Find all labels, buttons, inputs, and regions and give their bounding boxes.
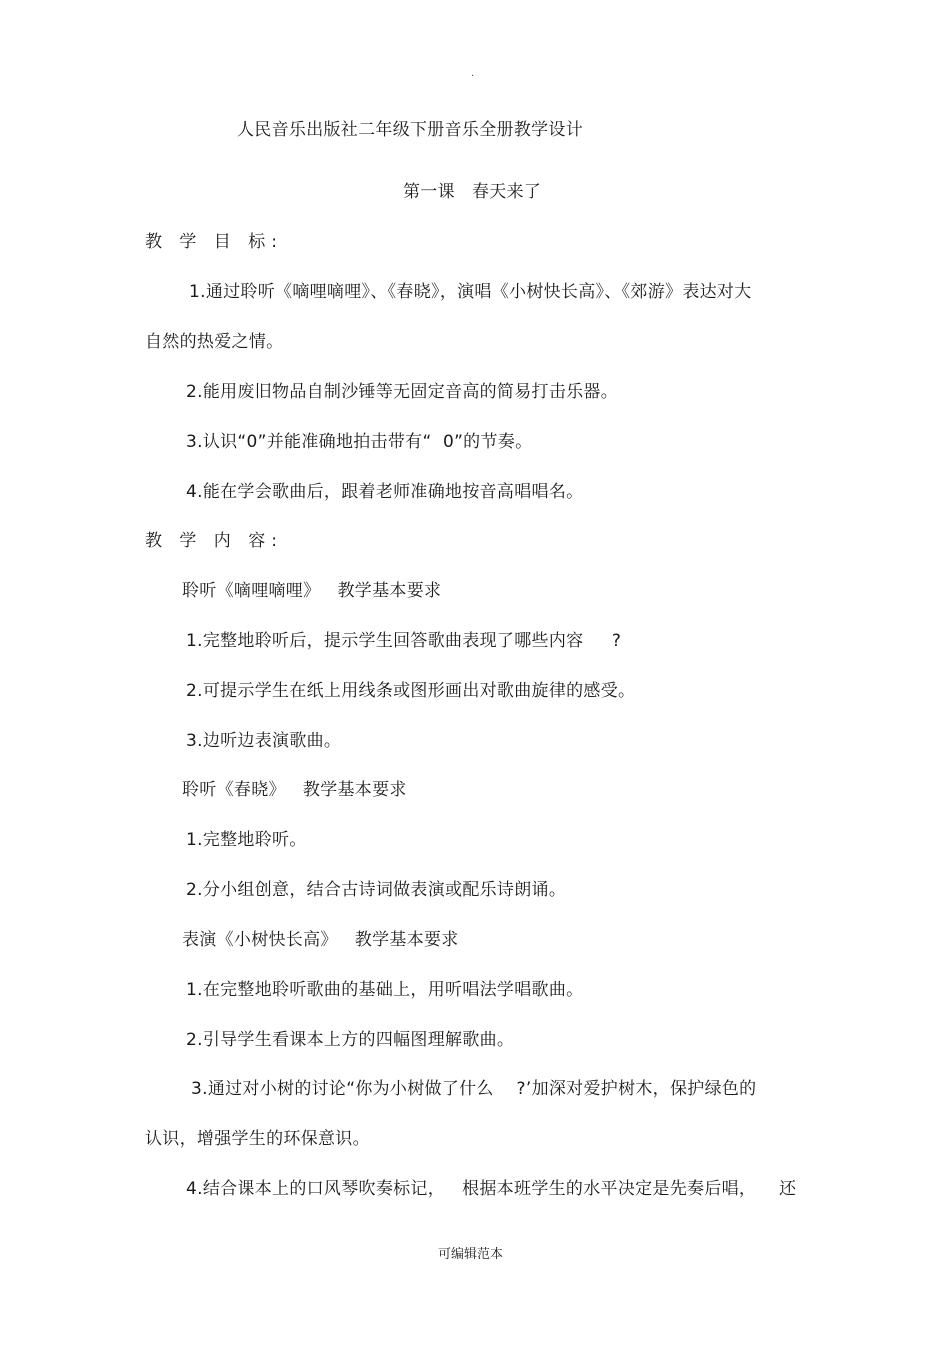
document-title: 人民音乐出版社二年级下册音乐全册教学设计	[237, 120, 583, 140]
header-dot: .	[471, 68, 475, 79]
content-heading: 教 学 内 容:	[145, 531, 283, 551]
objectives-heading: 教 学 目 标:	[145, 232, 283, 252]
lesson-title: 第一课 春天来了	[403, 182, 542, 202]
objective-4: 4.能在学会歌曲后，跟着老师准确地按音高唱唱名。	[186, 482, 584, 502]
section-3-item-2: 2.引导学生看课本上方的四幅图理解歌曲。	[186, 1030, 515, 1050]
section-1-item-1: 1.完整地聆听后，提示学生回答歌曲表现了哪些内容 ?	[186, 631, 622, 651]
section-1-heading: 聆听《嘀哩嘀哩》 教学基本要求	[182, 581, 442, 601]
section-1-item-2: 2.可提示学生在纸上用线条或图形画出对歌曲旋律的感受。	[186, 681, 636, 701]
section-3-item-3-line-1: 3.通过对小树的讨论“你为小树做了什么 ?’加深对爱护树木，保护绿色的	[191, 1079, 757, 1099]
objective-1-line-1: 1.通过聆听《嘀哩嘀哩》、《春晓》，演唱《小树快长高》、《郊游》表达对大	[189, 282, 752, 302]
section-2-heading: 聆听《春晓》 教学基本要求	[182, 780, 407, 800]
section-1-item-3: 3.边听边表演歌曲。	[186, 731, 342, 751]
section-3-item-1: 1.在完整地聆听歌曲的基础上，用听唱法学唱歌曲。	[186, 980, 584, 1000]
objective-2: 2.能用废旧物品自制沙锤等无固定音高的简易打击乐器。	[186, 382, 619, 402]
section-3-heading: 表演《小树快长高》 教学基本要求	[182, 930, 459, 950]
objective-1-line-2: 自然的热爱之情。	[145, 332, 284, 352]
objective-3: 3.认识“0”并能准确地拍击带有“ 0”的节奏。	[186, 432, 533, 452]
section-2-item-2: 2.分小组创意，结合古诗词做表演或配乐诗朗诵。	[186, 880, 567, 900]
section-3-item-3-line-2: 认识，增强学生的环保意识。	[145, 1129, 370, 1149]
page-footer: 可编辑范本	[438, 1247, 504, 1262]
section-3-item-4: 4.结合课本上的口风琴吹奏标记， 根据本班学生的水平决定是先奏后唱， 还	[186, 1179, 797, 1199]
section-2-item-1: 1.完整地聆听。	[186, 830, 307, 850]
